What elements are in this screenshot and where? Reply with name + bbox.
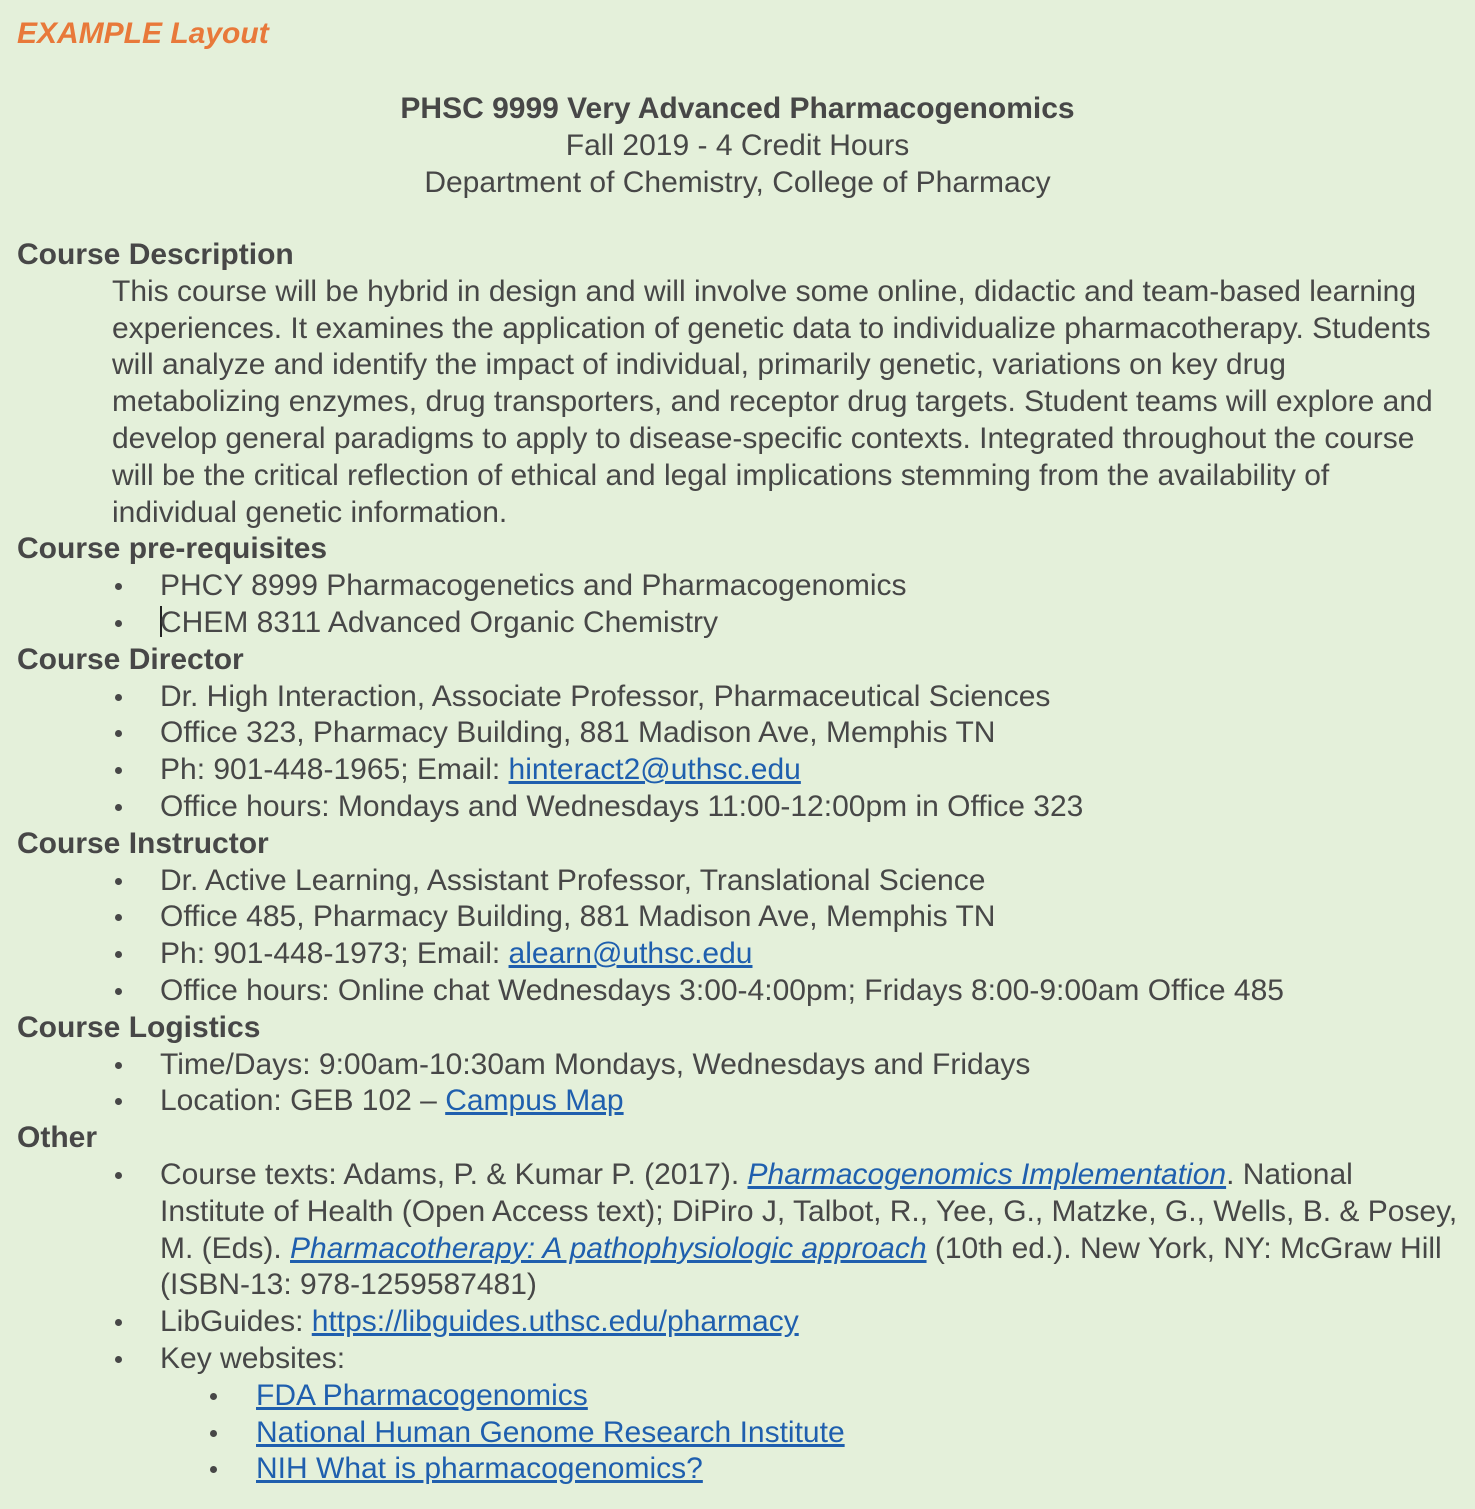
list-item — [17, 715, 1462, 752]
list-item — [17, 1341, 1462, 1488]
director-name: Dr. High Interaction, Associate Professor, Pharmaceutical Sciences — [160, 679, 1051, 713]
libguides-label: LibGuides: — [160, 1305, 312, 1339]
campus-map-link[interactable]: Campus Map — [445, 1084, 624, 1118]
texts-prefix: Course texts: Adams, P. & Kumar P. (2017). — [160, 1157, 748, 1191]
list-item — [160, 1451, 1462, 1488]
title-block — [0, 90, 1475, 201]
course-department: Department of Chemistry, College of Pharmacy — [424, 166, 1051, 199]
course-title: PHSC 9999 Very Advanced Pharmacogenomics — [400, 92, 1075, 125]
key-websites-list — [160, 1378, 1462, 1488]
director-office: Office 323, Pharmacy Building, 881 Madison Ave, Memphis TN — [160, 716, 996, 750]
list-item — [17, 1047, 1462, 1084]
director-phone: Ph: 901-448-1965; Email: — [160, 753, 509, 787]
logistics-heading: Course Logistics — [17, 1010, 261, 1044]
director-heading: Course Director — [17, 642, 244, 676]
instructor-name: Dr. Active Learning, Assistant Professor, Translational Science — [160, 863, 986, 897]
nhgri-link[interactable]: National Human Genome Research Institute — [256, 1415, 845, 1449]
list-item — [17, 936, 1462, 973]
other-list — [17, 1157, 1462, 1488]
list-item — [17, 752, 1462, 789]
list-item — [17, 568, 1462, 605]
prerequisite-text: PHCY 8999 Pharmacogenetics and Pharmacogenomics — [160, 569, 907, 603]
texts-middle: . National Institute of Health (Open Access text); DiPiro J, Talbot, R., Yee, G., Matzke, G., Wells, B. & Posey, M. (Eds). — [160, 1157, 1458, 1265]
logistics-location: Location: GEB 102 – — [160, 1084, 446, 1118]
list-item — [17, 679, 1462, 716]
director-list — [17, 679, 1462, 826]
description-heading: Course Description — [17, 238, 294, 271]
other-heading: Other — [17, 1121, 98, 1155]
instructor-list — [17, 863, 1462, 1010]
list-item — [17, 789, 1462, 826]
course-term: Fall 2019 - 4 Credit Hours — [565, 129, 910, 162]
description-text: This course will be hybrid in design and will involve some online, didactic and team-based learning experiences. It examines the application of genetic data to individualize pharmacotherapy. Students will analyze and identify the impact of individual, primarily genetic, variations on key drug metabolizing enzymes, drug transporters, and receptor drug targets. Student teams will explore and develop general paradigms to apply to disease-specific contexts. Integrated throughout the course will be the critical reflection of ethical and legal implications stemming from the availability of individual genetic information. — [112, 274, 1433, 529]
list-item — [17, 605, 1462, 642]
logistics-time: Time/Days: 9:00am-10:30am Mondays, Wednesdays and Fridays — [160, 1047, 1031, 1081]
list-item — [17, 863, 1462, 900]
instructor-email-link[interactable]: alearn@uthsc.edu — [508, 937, 753, 971]
prerequisites-heading: Course pre-requisites — [17, 532, 328, 566]
key-websites-label: Key websites: — [160, 1341, 346, 1375]
director-hours: Office hours: Mondays and Wednesdays 11:00-12:00pm in Office 323 — [160, 789, 1084, 823]
pharmacogenomics-implementation-link[interactable]: Pharmacogenomics Implementation — [747, 1157, 1227, 1191]
pharmacotherapy-link[interactable]: Pharmacotherapy: A pathophysiologic approach — [290, 1231, 927, 1265]
list-item — [160, 1378, 1462, 1415]
logistics-list — [17, 1047, 1462, 1121]
list-item — [17, 1083, 1462, 1120]
list-item — [17, 973, 1462, 1010]
fda-pharmacogenomics-link[interactable]: FDA Pharmacogenomics — [256, 1378, 588, 1412]
list-item — [160, 1415, 1462, 1452]
instructor-heading: Course Instructor — [17, 826, 269, 860]
instructor-office: Office 485, Pharmacy Building, 881 Madison Ave, Memphis TN — [160, 900, 996, 934]
libguides-link[interactable]: https://libguides.uthsc.edu/pharmacy — [311, 1305, 799, 1339]
nih-pharmacogenomics-link[interactable]: NIH What is pharmacogenomics? — [256, 1452, 703, 1486]
prerequisites-list — [17, 568, 1462, 642]
syllabus-content — [17, 237, 1462, 1488]
director-email-link[interactable]: hinteract2@uthsc.edu — [508, 753, 801, 787]
prerequisite-text: CHEM 8311 Advanced Organic Chemistry — [160, 605, 719, 639]
instructor-phone: Ph: 901-448-1973; Email: — [160, 937, 509, 971]
list-item — [17, 899, 1462, 936]
list-item — [17, 1157, 1462, 1304]
list-item — [17, 1304, 1462, 1341]
instructor-hours: Office hours: Online chat Wednesdays 3:00-4:00pm; Fridays 8:00-9:00am Office 485 — [160, 973, 1284, 1007]
example-layout-label: EXAMPLE Layout — [17, 17, 269, 50]
texts-suffix: (10th ed.). New York, NY: McGraw Hill (ISBN-13: 978-1259587481) — [160, 1231, 1442, 1302]
